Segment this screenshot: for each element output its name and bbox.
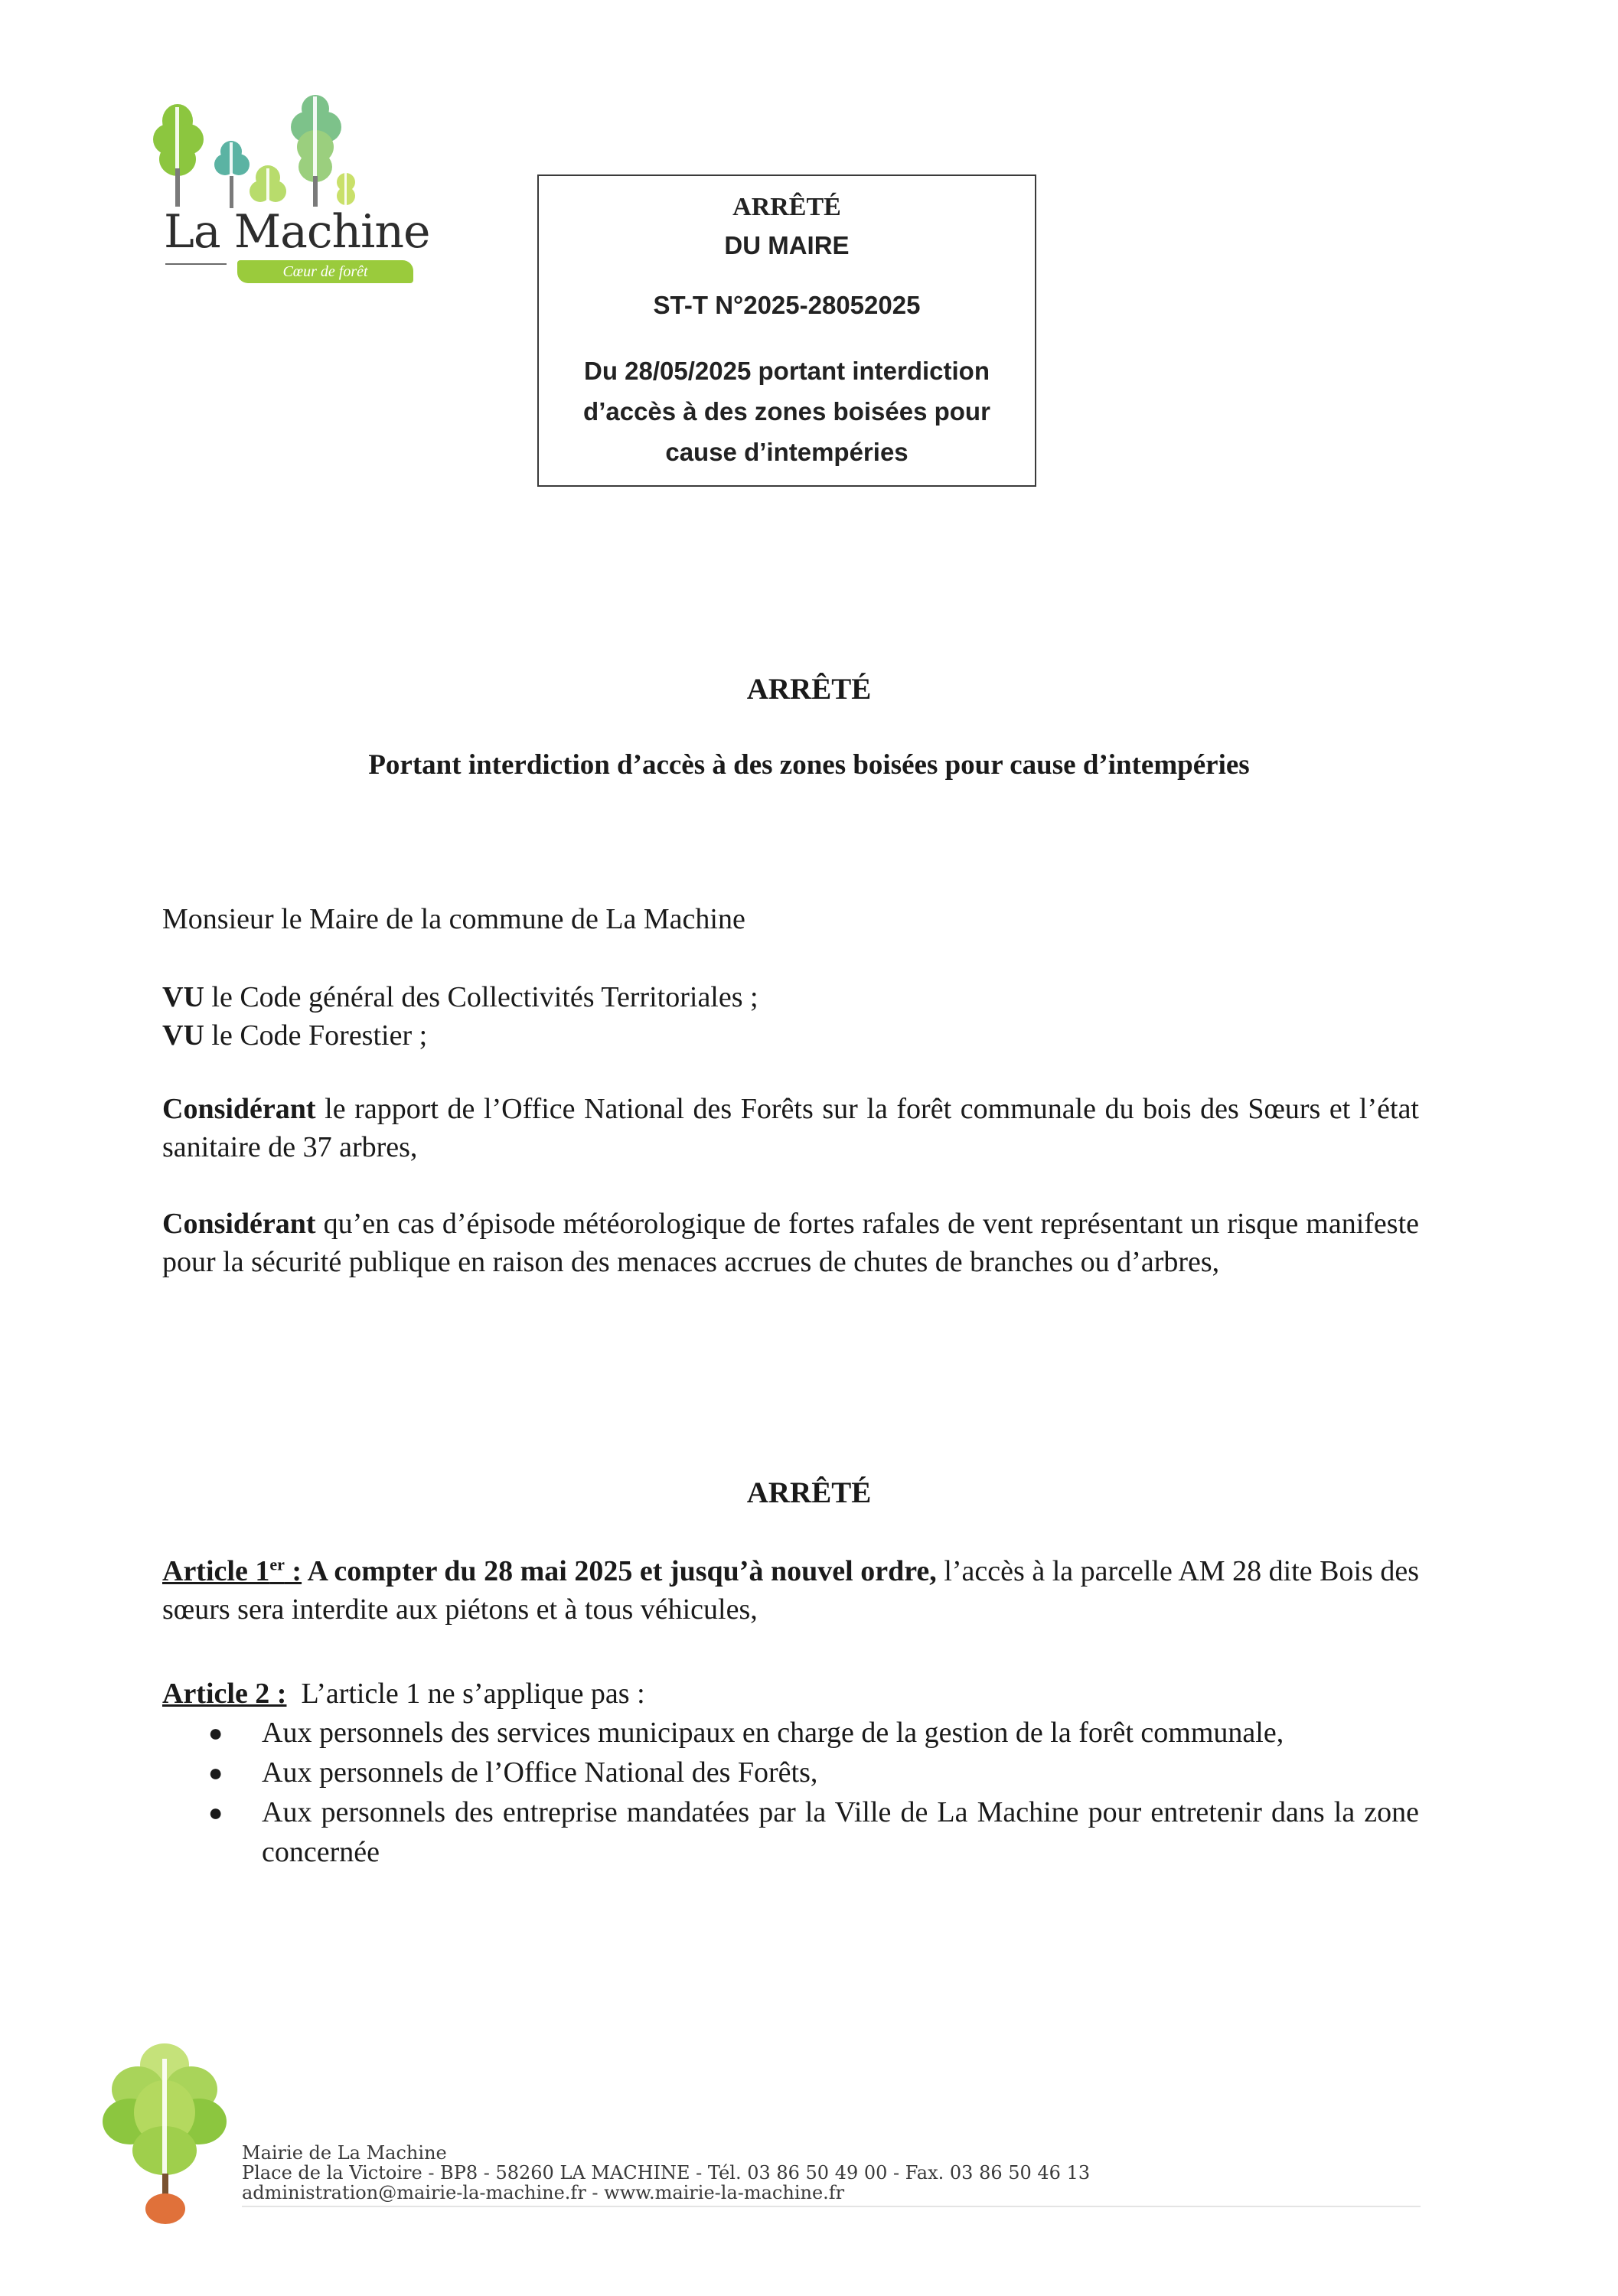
footer-web: administration@mairie-la-machine.fr - www.mairie-la-machine.fr — [242, 2182, 845, 2203]
section-heading: ARRÊTÉ — [746, 673, 872, 706]
considerant-label: Considérant — [162, 1093, 316, 1125]
decree-title: ARRÊTÉ — [732, 193, 841, 221]
footer-divider — [242, 2206, 1421, 2207]
footer-address: Place de la Victoire - BP8 - 58260 LA MACHINE - Tél. 03 86 50 49 00 - Fax. 03 86 50 46 13 — [242, 2162, 1091, 2183]
vu-paragraph — [162, 978, 1419, 1016]
section-heading: ARRÊTÉ — [746, 1476, 872, 1509]
considerant-text: le rapport de l’Office National des Forêts sur la forêt communale du bois des Sœurs et l’état sanitaire de 37 arbres, — [162, 1093, 1419, 1163]
footer-contact — [242, 2143, 1436, 2203]
decree-title-box — [537, 174, 1036, 487]
vu-paragraph — [162, 1016, 1419, 1055]
article-2-text: L’article 1 ne s’applique pas : — [286, 1678, 645, 1710]
footer-tree-logo — [92, 2036, 237, 2227]
list-item — [162, 1713, 1419, 1753]
decree-description: Du 28/05/2025 portant interdiction d’accès à des zones boisées pour cause d’intempéries — [583, 357, 990, 466]
logo-tagline: Cœur de forêt — [237, 260, 413, 283]
article-1-text: l’accès à la parcelle AM 28 dite Bois des sœurs sera interdite aux piétons et à tous véhicules, — [162, 1555, 1420, 1626]
decree-reference: ST-T N°2025-28052025 — [653, 291, 921, 319]
article-1-label-sup: er — [269, 1554, 285, 1574]
considerant-text: qu’en cas d’épisode météorologique de fortes rafales de vent représentant un risque manifeste pour la sécurité publique en raison des menaces accrues de chutes de branches ou d’arbres, — [162, 1208, 1419, 1278]
footer-org-name: Mairie de La Machine — [242, 2142, 447, 2164]
article-1-label-colon: : — [284, 1555, 302, 1587]
trees-icon — [145, 92, 436, 214]
list-item-text: Aux personnels des entreprise mandatées par la Ville de La Machine pour entretenir dans la zone concernée — [262, 1796, 1419, 1868]
considerant-paragraph — [162, 1205, 1419, 1281]
article-1-label — [162, 1555, 302, 1587]
bullet-icon: ● — [208, 1719, 223, 1746]
article-1 — [162, 1552, 1419, 1629]
article-2 — [162, 1675, 1419, 1713]
bullet-icon: ● — [208, 1799, 223, 1826]
logo-divider — [165, 263, 227, 265]
decree-subtitle: DU MAIRE — [724, 231, 850, 259]
considerant-label: Considérant — [162, 1208, 316, 1240]
vu-label: VU — [162, 981, 204, 1013]
oak-tree-icon — [92, 2036, 237, 2227]
exemption-list — [162, 1713, 1419, 1872]
list-item-text: Aux personnels de l’Office National des Forêts, — [262, 1756, 818, 1789]
vu-label: VU — [162, 1019, 204, 1052]
decree-subject: Portant interdiction d’accès à des zones boisées pour cause d’intempéries — [368, 749, 1250, 781]
article-1-label-text: Article 1 — [162, 1555, 270, 1587]
bullet-icon: ● — [208, 1759, 223, 1786]
vu-text: le Code général des Collectivités Territoriales ; — [204, 981, 758, 1013]
intro-text: Monsieur le Maire de la commune de La Machine — [162, 903, 745, 935]
list-item — [162, 1792, 1419, 1872]
article-1-bold-text: A compter du 28 mai 2025 et jusqu’à nouvel ordre, — [302, 1555, 937, 1587]
logo-name: La Machine — [164, 205, 430, 259]
list-item — [162, 1753, 1419, 1792]
list-item-text: Aux personnels des services municipaux en charge de la gestion de la forêt communale, — [262, 1717, 1284, 1749]
commune-logo — [145, 92, 436, 291]
article-2-label: Article 2 : — [162, 1678, 287, 1710]
considerant-paragraph — [162, 1090, 1419, 1166]
vu-text: le Code Forestier ; — [204, 1019, 428, 1052]
